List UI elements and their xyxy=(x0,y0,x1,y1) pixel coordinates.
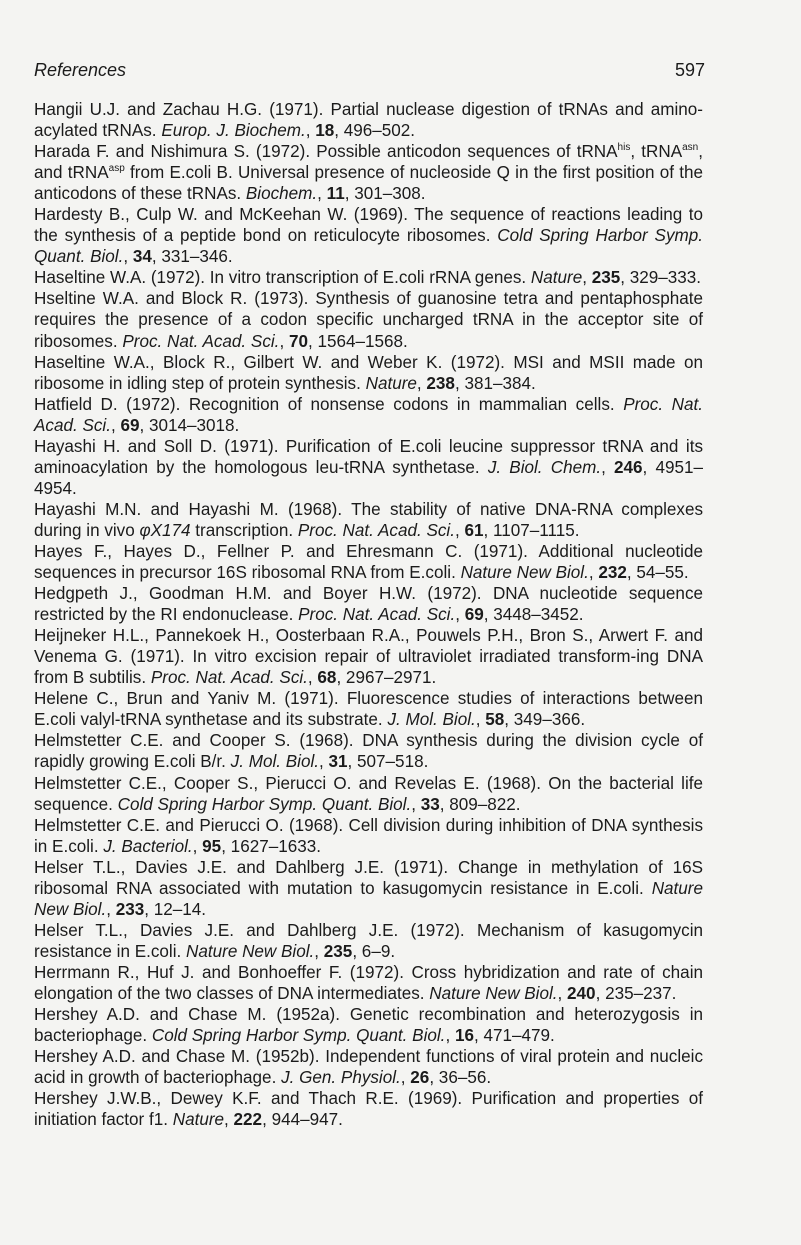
volume-number: 18 xyxy=(315,121,335,141)
journal-title: J. Mol. Biol. xyxy=(230,752,320,772)
journal-title: Cold Spring Harbor Symp. Quant. Biol. xyxy=(151,1026,446,1046)
reference-text: Hedgpeth J., Goodman H.M. and Boyer H.W. (1972). DNA nucleotide sequence restricted by the RI endonuclease. xyxy=(34,584,703,625)
reference-entry: Helser T.L., Davies J.E. and Dahlberg J.E. (1972). Mechanism of kasugomycin resistance in E.coli. Nature New Biol., 235, 6–9. xyxy=(34,920,703,961)
reference-text: Hayashi H. and Soll D. (1971). Purification of E.coli leucine suppressor tRNA and its aminoacylation by the homologous leu-tRNA synthetase. xyxy=(34,436,703,477)
reference-text: Haseltine W.A., Block R., Gilbert W. and Weber K. (1972). MSI and MSII made on ribosome in idling step of protein synthesis. xyxy=(34,352,703,393)
page-range: , 4951–4954. xyxy=(34,457,703,498)
reference-entry: Helser T.L., Davies J.E. and Dahlberg J.E. (1971). Change in methylation of 16S ribosomal RNA associated with mutation to kasugomycin resistance in E.coli. Nature New Biol., 233, 12–14. xyxy=(34,857,703,919)
reference-entry: Heijneker H.L., Pannekoek H., Oosterbaan R.A., Pouwels P.H., Bron S., Arwert F. and Venema G. (1971). In vitro excision repair of ultraviolet irradiated transform-ing DNA from B subtilis. Proc. Nat. Acad. Sci., 68, 2967–2971. xyxy=(34,626,703,688)
journal-title: Europ. J. Biochem. xyxy=(161,121,306,141)
volume-number: 61 xyxy=(464,520,484,540)
reference-entry: Hayashi H. and Soll D. (1971). Purification of E.coli leucine suppressor tRNA and its aminoacylation by the homologous leu-tRNA synthetase. J. Biol. Chem., 246, 4951–4954. xyxy=(34,436,703,498)
running-header xyxy=(34,60,705,88)
reference-text: Hardesty B., Culp W. and McKeehan W. (1969). The sequence of reactions leading to the synthesis of a peptide bond on reticulocyte ribosomes. xyxy=(34,205,703,246)
volume-number: 69 xyxy=(120,415,140,435)
volume-number: 238 xyxy=(426,373,455,393)
reference-entry: Helmstetter C.E. and Cooper S. (1968). DNA synthesis during the division cycle of rapidly growing E.coli B/r. J. Mol. Biol., 31, 507–518. xyxy=(34,731,703,772)
page-range: , 2967–2971. xyxy=(336,668,437,688)
volume-number: 70 xyxy=(288,331,308,351)
page-range: , 6–9. xyxy=(352,941,396,961)
journal-title: Nature New Biol. xyxy=(186,941,315,961)
volume-number: 235 xyxy=(591,268,621,288)
reference-entry: Helmstetter C.E. and Pierucci O. (1968). Cell division during inhibition of DNA synthesis in E.coli. J. Bacteriol., 95, 1627–1633. xyxy=(34,815,703,856)
reference-text: Hayashi M.N. and Hayashi M. (1968). The stability of native DNA-RNA complexes during in vivo xyxy=(34,499,703,540)
page-range: , 471–479. xyxy=(473,1026,555,1046)
journal-title: J. Gen. Physiol. xyxy=(281,1068,401,1088)
volume-number: 26 xyxy=(410,1068,430,1088)
reference-entry: Helene C., Brun and Yaniv M. (1971). Fluorescence studies of interactions between E.coli valyl-tRNA synthetase and its substrate. J. Mol. Biol., 58, 349–366. xyxy=(34,689,703,730)
volume-number: 11 xyxy=(326,184,345,204)
reference-text: Helmstetter C.E. and Cooper S. (1968). DNA synthesis during the division cycle of rapidly growing E.coli B/r. xyxy=(34,731,703,772)
reference-entry: Hseltine W.A. and Block R. (1973). Synthesis of guanosine tetra and pentaphosphate requires the presence of a codon specific uncharged tRNA in the acceptor site of ribosomes. Proc. Nat. Acad. Sci., 70, 1564–1568. xyxy=(34,289,703,351)
page-range: , 301–308. xyxy=(344,184,426,204)
volume-number: 246 xyxy=(614,457,643,477)
volume-number: 33 xyxy=(420,794,440,814)
reference-entry: Harada F. and Nishimura S. (1972). Possible anticodon sequences of tRNA$^{his}$, tRNA$^{asn}$, and tRNA$^{asp}$ from E.coli B. Universal presence of nucleoside Q in the first position of the anticodons of these tRNAs. Biochem., 11, 301–308. xyxy=(34,142,704,204)
reference-entry: Hershey A.D. and Chase M. (1952a). Genetic recombination and heterozygosis in bacteriophage. Cold Spring Harbor Symp. Quant. Biol., 16, 471–479. xyxy=(34,1005,703,1046)
volume-number: 95 xyxy=(202,836,222,856)
volume-number: 232 xyxy=(598,563,627,583)
superscript: his xyxy=(617,142,631,154)
reference-text: Hayes F., Hayes D., Fellner P. and Ehresmann C. (1971). Additional nucleotide sequences in precursor 16S ribosomal RNA from E.coli. xyxy=(34,541,703,583)
reference-text: Helmstetter C.E. and Pierucci O. (1968). Cell division during inhibition of DNA synthesis in E.coli. xyxy=(34,815,703,856)
reference-text: Hangii U.J. and Zachau H.G. (1971). Partial nuclease digestion of tRNAs and amino-acylated tRNAs. xyxy=(34,100,703,141)
reference-text: Helser T.L., Davies J.E. and Dahlberg J.E. (1972). Mechanism of kasugomycin resistance in E.coli. xyxy=(34,920,703,961)
reference-entry: Hayashi M.N. and Hayashi M. (1968). The stability of native DNA-RNA complexes during in vivo φX174 transcription. Proc. Nat. Acad. Sci., 61, 1107–1115. xyxy=(34,499,703,540)
phage-name: φX174 xyxy=(139,520,191,540)
reference-text: Hershey A.D. and Chase M. (1952b). Independent functions of viral protein and nucleic acid in growth of bacteriophage. xyxy=(34,1047,703,1088)
journal-title: Cold Spring Harbor Symp. Quant. Biol. xyxy=(117,794,412,814)
page-range: , 1107–1115. xyxy=(483,520,580,540)
journal-title: J. Bacteriol. xyxy=(103,836,193,856)
page-range: , 3448–3452. xyxy=(483,605,584,625)
page-range: , 331–346. xyxy=(151,247,233,267)
reference-list xyxy=(34,99,703,1130)
page-range: , 381–384. xyxy=(454,373,536,393)
reference-entry: Haseltine W.A. (1972). In vitro transcription of E.coli rRNA genes. Nature, 235, 329–333. xyxy=(34,268,702,288)
reference-entry: Hardesty B., Culp W. and McKeehan W. (1969). The sequence of reactions leading to the synthesis of a peptide bond on reticulocyte ribosomes. Cold Spring Harbor Symp. Quant. Biol., 34, 331–346. xyxy=(34,205,704,267)
volume-number: 68 xyxy=(317,668,337,688)
reference-text: Hseltine W.A. and Block R. (1973). Synthesis of guanosine tetra and pentaphosphate requires the presence of a codon specific uncharged tRNA in the acceptor site of ribosomes. xyxy=(34,289,703,351)
page-range: , 1564–1568. xyxy=(307,331,408,351)
journal-title: Proc. Nat. Acad. Sci. xyxy=(34,394,703,435)
reference-text: Hershey J.W.B., Dewey K.F. and Thach R.E. (1969). Purification and properties of initiation factor f1. xyxy=(34,1089,703,1130)
page-range: , 329–333. xyxy=(620,268,702,288)
journal-title: Nature New Biol. xyxy=(429,983,558,1003)
volume-number: 31 xyxy=(328,752,348,772)
page-range: , 3014–3018. xyxy=(139,415,240,435)
reference-text: Helser T.L., Davies J.E. and Dahlberg J.E. (1971). Change in methylation of 16S ribosomal RNA associated with mutation to kasugomycin resistance in E.coli. xyxy=(34,857,703,898)
volume-number: 222 xyxy=(233,1110,263,1130)
journal-title: Proc. Nat. Acad. Sci. xyxy=(122,331,280,351)
journal-title: Proc. Nat. Acad. Sci. xyxy=(150,668,308,688)
page-range: , 944–947. xyxy=(262,1110,343,1130)
journal-title: Nature xyxy=(365,373,417,393)
reference-entry: Hershey A.D. and Chase M. (1952b). Independent functions of viral protein and nucleic acid in growth of bacteriophage. J. Gen. Physiol., 26, 36–56. xyxy=(34,1047,703,1088)
journal-title: J. Mol. Biol. xyxy=(387,710,476,730)
reference-entry: Haseltine W.A., Block R., Gilbert W. and Weber K. (1972). MSI and MSII made on ribosome in idling step of protein synthesis. Nature, 238, 381–384. xyxy=(34,352,703,393)
journal-title: Nature xyxy=(172,1110,225,1130)
reference-entry: Hangii U.J. and Zachau H.G. (1971). Partial nuclease digestion of tRNAs and amino-acylated tRNAs. Europ. J. Biochem., 18, 496–502. xyxy=(34,100,703,141)
reference-entry: Hershey J.W.B., Dewey K.F. and Thach R.E. (1969). Purification and properties of initiation factor f1. Nature, 222, 944–947. xyxy=(34,1089,703,1130)
page-range: , 1627–1633. xyxy=(221,836,321,856)
reference-text: Haseltine W.A. (1972). In vitro transcription of E.coli rRNA genes. xyxy=(34,268,531,288)
journal-title: J. Biol. Chem. xyxy=(487,457,602,477)
superscript: asp xyxy=(108,163,125,175)
reference-entry: Herrmann R., Huf J. and Bonhoeffer F. (1972). Cross hybridization and rate of chain elongation of the two classes of DNA intermediates. Nature New Biol., 240, 235–237. xyxy=(34,962,703,1003)
reference-text: Heijneker H.L., Pannekoek H., Oosterbaan R.A., Pouwels P.H., Bron S., Arwert F. and Venema G. (1971). In vitro excision repair of ultraviolet irradiated transform-ing DNA from B subtilis. xyxy=(34,626,703,688)
volume-number: 240 xyxy=(567,983,596,1003)
page-range: , 496–502. xyxy=(334,121,416,141)
reference-text: Helene C., Brun and Yaniv M. (1971). Fluorescence studies of interactions between E.coli valyl-tRNA synthetase and its substrate. xyxy=(34,689,703,730)
volume-number: 233 xyxy=(115,899,145,919)
page-range: , 36–56. xyxy=(429,1068,492,1088)
page-range: , 349–366. xyxy=(504,710,586,730)
page-range: , 54–55. xyxy=(626,563,689,583)
journal-title: Biochem. xyxy=(245,184,318,204)
journal-title: Nature New Biol. xyxy=(34,878,703,919)
volume-number: 34 xyxy=(132,247,152,267)
reference-entry: Hedgpeth J., Goodman H.M. and Boyer H.W. (1972). DNA nucleotide sequence restricted by the RI endonuclease. Proc. Nat. Acad. Sci., 69, 3448–3452. xyxy=(34,584,703,625)
page-range: , 507–518. xyxy=(347,752,429,772)
reference-text: Helmstetter C.E., Cooper S., Pierucci O. and Revelas E. (1968). On the bacterial life sequence. xyxy=(34,773,703,814)
reference-entry: Hatfield D. (1972). Recognition of nonsense codons in mammalian cells. Proc. Nat. Acad. Sci., 69, 3014–3018. xyxy=(34,394,703,435)
running-title: References xyxy=(34,60,127,80)
superscript: asn xyxy=(682,142,699,154)
reference-text: Hershey A.D. and Chase M. (1952a). Genetic recombination and heterozygosis in bacteriophage. xyxy=(34,1005,703,1046)
journal-title: Cold Spring Harbor Symp. Quant. Biol. xyxy=(34,226,704,267)
reference-entry: Hayes F., Hayes D., Fellner P. and Ehresmann C. (1971). Additional nucleotide sequences in precursor 16S ribosomal RNA from E.coli. Nature New Biol., 232, 54–55. xyxy=(34,541,703,583)
volume-number: 69 xyxy=(464,605,484,625)
page-number: 597 xyxy=(674,60,705,80)
page-range: , 12–14. xyxy=(144,899,207,919)
reference-entry: Helmstetter C.E., Cooper S., Pierucci O. and Revelas E. (1968). On the bacterial life sequence. Cold Spring Harbor Symp. Quant. Biol., 33, 809–822. xyxy=(34,773,703,814)
volume-number: 58 xyxy=(485,710,505,730)
journal-title: Proc. Nat. Acad. Sci. xyxy=(297,520,455,540)
journal-title: Proc. Nat. Acad. Sci. xyxy=(298,605,456,625)
journal-title: Nature New Biol. xyxy=(460,563,589,583)
volume-number: 16 xyxy=(454,1026,474,1046)
page-range: , 809–822. xyxy=(439,794,521,814)
journal-title: Nature xyxy=(530,268,583,288)
volume-number: 235 xyxy=(323,941,353,961)
reference-text: Hatfield D. (1972). Recognition of nonsense codons in mammalian cells. xyxy=(34,394,624,414)
reference-text: Harada F. and Nishimura S. (1972). Possible anticodon sequences of tRNA xyxy=(34,142,618,162)
reference-text: Herrmann R., Huf J. and Bonhoeffer F. (1972). Cross hybridization and rate of chain elongation of the two classes of DNA intermediates. xyxy=(34,962,703,1003)
page-range: , 235–237. xyxy=(595,983,677,1003)
